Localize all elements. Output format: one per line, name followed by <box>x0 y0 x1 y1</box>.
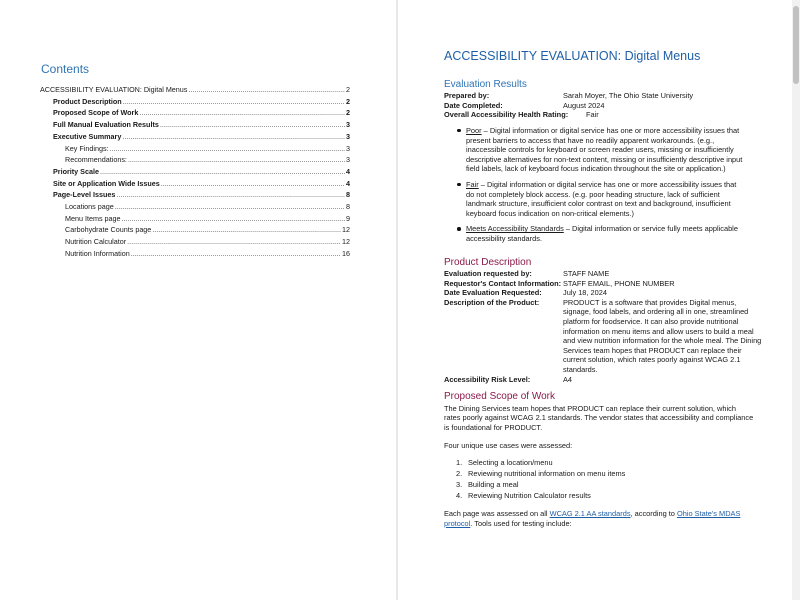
assessment-suffix: . Tools used for testing include: <box>470 518 572 528</box>
toc-leader-dots <box>127 236 341 248</box>
use-case-text: Selecting a location/menu <box>468 458 553 468</box>
toc-entry[interactable] <box>40 213 350 225</box>
contact-label: Requestor's Contact Information: <box>444 278 562 288</box>
vertical-scrollbar[interactable] <box>792 0 800 600</box>
contact-row <box>444 279 764 289</box>
document-title: ACCESSIBILITY EVALUATION: Digital Menus <box>444 49 701 63</box>
toc-entry-page: 12 <box>342 225 350 235</box>
toc-entry-title: Locations page <box>65 202 114 212</box>
toc-entry-page: 4 <box>346 166 350 176</box>
toc-entry[interactable] <box>40 201 350 213</box>
toc-entry-title: Site or Application Wide Issues <box>53 178 160 188</box>
date-requested-row <box>444 288 764 298</box>
toc-entry[interactable] <box>40 119 350 131</box>
use-case-text: Building a meal <box>468 480 519 490</box>
date-completed-row <box>444 101 764 111</box>
toc-entry[interactable] <box>40 248 350 260</box>
mdas-protocol-link[interactable]: Ohio State's MDAS protocol <box>444 509 741 528</box>
prepared-by-value: Sarah Moyer, The Ohio State University <box>563 91 694 101</box>
health-rating-row <box>444 110 764 120</box>
toc-entry-title: Product Description <box>53 96 122 106</box>
risk-level-value: A4 <box>563 374 573 384</box>
toc-entry-title: Executive Summary <box>53 131 122 141</box>
toc-leader-dots <box>160 119 345 131</box>
toc-entry-title: Key Findings: <box>65 143 109 153</box>
toc-entry[interactable] <box>40 224 350 236</box>
toc-heading: Contents <box>41 62 90 76</box>
toc-entry-title: Carbohydrate Counts page <box>65 225 152 235</box>
toc-leader-dots <box>123 96 345 108</box>
toc-entry-title: Page-Level Issues <box>53 190 116 200</box>
list-item <box>456 458 764 468</box>
toc-entry-page: 2 <box>346 85 350 94</box>
health-rating-value: Fair <box>586 110 599 120</box>
toc-leader-dots <box>161 178 345 190</box>
use-case-text: Reviewing nutritional information on menu items <box>468 469 626 479</box>
product-description-row <box>444 298 764 375</box>
rating-definition: – Digital information or digital service has one or more accessibility issues that present barriers to access that have no readily apparent workarounds. (e.g., inaccessible controls for keyboard or screen reader users, missing or insufficiently descriptive alternatives for non-text content, missing or insufficiently descriptive input field labels, lack of keyboard focus indication throughout the site or application.) <box>466 125 743 174</box>
toc-entry[interactable] <box>40 131 350 143</box>
toc-entry-title: Menu Items page <box>65 213 121 223</box>
rating-term: Poor <box>466 125 482 135</box>
toc-entry-page: 3 <box>346 143 350 153</box>
list-number: 4. <box>456 491 463 501</box>
toc-leader-dots <box>131 248 341 260</box>
toc-entry-page: 8 <box>346 190 350 200</box>
toc-entry[interactable] <box>40 166 350 178</box>
toc-leader-dots <box>115 201 345 213</box>
toc-entry-title: Nutrition Information <box>65 248 130 258</box>
toc-leader-dots <box>100 166 345 178</box>
toc-entry-title: Proposed Scope of Work <box>53 108 139 118</box>
date-completed-label: Date Completed: <box>444 100 503 110</box>
assessment-paragraph <box>444 509 754 528</box>
assessment-mid: , according to <box>630 509 677 519</box>
list-number: 3. <box>456 480 463 490</box>
toc-entry-page: 12 <box>342 237 350 247</box>
scope-intro: The Dining Services team hopes that PRODUCT can replace their current solution, which rates poorly against WCAG 2.1 standards. The vendor states that accessibility and compliance is foundational for PRODUCT. <box>444 403 754 432</box>
toc-entry[interactable] <box>40 236 350 248</box>
rating-definitions-list <box>466 126 764 244</box>
use-cases-list <box>456 458 764 501</box>
use-case-text: Reviewing Nutrition Calculator results <box>468 491 591 501</box>
toc-leader-dots <box>188 84 345 96</box>
toc-entry[interactable] <box>40 107 350 119</box>
list-item <box>456 480 764 490</box>
evaluation-results-heading: Evaluation Results <box>444 78 527 90</box>
toc-entry-page: 8 <box>346 202 350 212</box>
list-number: 2. <box>456 469 463 479</box>
toc-entry-title: Priority Scale <box>53 166 99 176</box>
toc-entry-page: 2 <box>346 108 350 118</box>
use-cases-intro: Four unique use cases were assessed: <box>444 440 573 450</box>
toc-entry-page: 3 <box>346 120 350 130</box>
scrollbar-thumb[interactable] <box>793 6 799 84</box>
toc-entry[interactable] <box>40 96 350 108</box>
toc-entry[interactable] <box>40 189 350 201</box>
toc-leader-dots <box>122 131 345 143</box>
product-description-label: Description of the Product: <box>444 297 540 307</box>
toc-entry-page: 3 <box>346 131 350 141</box>
date-completed-value: August 2024 <box>563 100 605 110</box>
list-item <box>466 126 744 174</box>
list-item <box>466 180 744 218</box>
toc-entry[interactable] <box>40 143 350 155</box>
date-requested-value: July 18, 2024 <box>563 288 607 298</box>
toc-entry-page: 16 <box>342 248 350 258</box>
toc-entry[interactable] <box>40 178 350 190</box>
product-description-value: PRODUCT is a software that provides Digital menus, signage, food labels, and ordering all in one, streamlined platform for foodservice. It can also provide nutritional information on menu items and allow users to build a meal and view nutrition information for the whole meal. The Dining Services team hopes that PRODUCT can replace their current solution, which rates poorly against WCAG 2.1 standards. <box>563 297 762 375</box>
prepared-by-label: Prepared by: <box>444 91 490 101</box>
toc-leader-dots <box>139 107 345 119</box>
product-description-heading: Product Description <box>444 256 532 268</box>
toc-entry-title: Nutrition Calculator <box>65 237 127 247</box>
list-item <box>466 224 744 243</box>
toc-entry-title: ACCESSIBILITY EVALUATION: Digital Menus <box>40 85 188 94</box>
rating-term: Meets Accessibility Standards <box>466 224 564 234</box>
requested-by-row <box>444 269 764 279</box>
scope-heading: Proposed Scope of Work <box>444 391 555 403</box>
assessment-prefix: Each page was assessed on all <box>444 509 550 519</box>
list-item <box>456 491 764 501</box>
requested-by-label: Evaluation requested by: <box>444 269 532 279</box>
toc-entry[interactable] <box>40 84 350 96</box>
table-of-contents <box>40 84 350 260</box>
risk-level-label: Accessibility Risk Level: <box>444 374 531 384</box>
toc-leader-dots <box>152 224 341 236</box>
rating-definition: – Digital information or service fully meets applicable accessibility standards. <box>466 224 738 243</box>
contact-value: STAFF EMAIL, PHONE NUMBER <box>563 278 675 288</box>
rating-definition: – Digital information or digital service has one or more accessibility issues that do not completely block access. (e.g. poor heading structure, lack of sufficient landmark structure, insufficient color contrast on text and background, insufficient keyboard focus indication on non-critical elements.) <box>466 179 737 218</box>
toc-entry-title: Full Manual Evaluation Results <box>53 120 159 130</box>
toc-entry-page: 9 <box>346 213 350 223</box>
toc-entry-title: Recommendations: <box>65 155 127 165</box>
rating-term: Fair <box>466 179 479 189</box>
toc-entry-page: 2 <box>346 96 350 106</box>
document-page <box>398 0 792 600</box>
requested-by-value: STAFF NAME <box>563 269 610 279</box>
prepared-by-row <box>444 91 764 101</box>
date-requested-label: Date Evaluation Requested: <box>444 288 542 298</box>
wcag-standards-link[interactable]: WCAG 2.1 AA standards <box>549 509 631 519</box>
risk-level-row <box>444 375 764 385</box>
toc-entry[interactable] <box>40 154 350 166</box>
toc-leader-dots <box>116 189 345 201</box>
health-rating-label: Overall Accessibility Health Rating: <box>444 110 569 120</box>
toc-leader-dots <box>110 143 345 155</box>
toc-entry-page: 3 <box>346 155 350 165</box>
toc-entry-page: 4 <box>346 178 350 188</box>
toc-page <box>0 0 396 600</box>
toc-leader-dots <box>128 154 345 166</box>
toc-leader-dots <box>122 213 345 225</box>
list-number: 1. <box>456 458 463 468</box>
list-item <box>456 469 764 479</box>
